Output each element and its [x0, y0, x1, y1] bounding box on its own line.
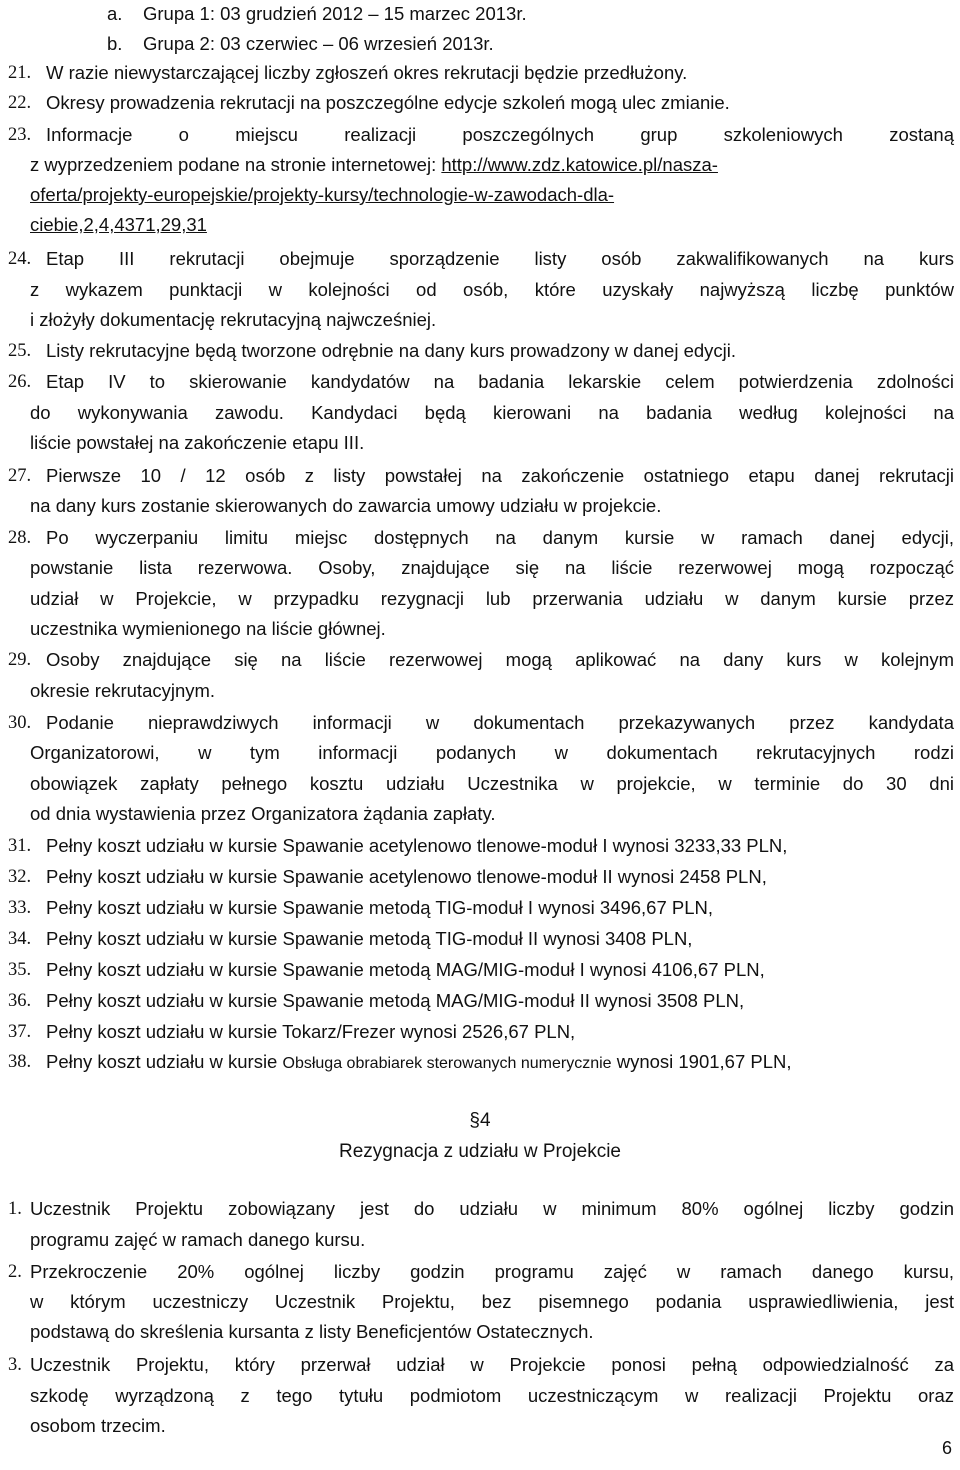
section-item-2-line-3: podstawą do skreślenia kursanta z listy Beneficjentów Ostatecznych. — [30, 1321, 594, 1342]
cost-item-37: Pełny koszt udziału w kursie Tokarz/Frezer wynosi 2526,67 PLN, — [46, 1021, 576, 1042]
item-26-line-1: Etap IV to skierowanie kandydatów na badania lekarskie celem potwierdzenia zdolności — [46, 371, 954, 392]
cost-item-34: Pełny koszt udziału w kursie Spawanie metodą TIG-moduł II wynosi 3408 PLN, — [46, 928, 693, 949]
item-number-29: 29. — [8, 650, 32, 670]
item-number-32: 32. — [8, 867, 32, 887]
section-item-1-line-2: programu zajęć w ramach danego kursu. — [30, 1229, 366, 1250]
item-number-24: 24. — [8, 249, 32, 269]
item-25-text: Listy rekrutacyjne będą tworzone odrębnie na dany kurs prowadzony w danej edycji. — [46, 340, 737, 361]
section-item-2-line-2: w którym uczestniczy Uczestnik Projektu, bez pisemnego podania usprawiedliwienia, jest — [30, 1291, 954, 1312]
item-number-21: 21. — [8, 63, 32, 83]
section-item-3-line-3: osobom trzecim. — [30, 1415, 166, 1436]
cost-item-35: Pełny koszt udziału w kursie Spawanie metodą MAG/MIG-moduł I wynosi 4106,67 PLN, — [46, 959, 765, 980]
item-30-line-3: obowiązek zapłaty pełnego kosztu udziału Uczestnika w projekcie, w terminie do 30 dni — [30, 773, 954, 794]
cost-item-38-course-name: Obsługa obrabiarek sterowanych numerycznie — [282, 1055, 612, 1072]
item-30-line-1: Podanie nieprawdziwych informacji w dokumentach przekazywanych przez kandydata — [46, 712, 954, 733]
cost-item-38 — [46, 1050, 792, 1076]
item-28-line-4: uczestnika wymienionego na liście głównej. — [30, 618, 386, 639]
item-number-28: 28. — [8, 528, 32, 548]
item-28-line-1: Po wyczerpaniu limitu miejsc dostępnych na danym kursie w ramach danej edycji, — [46, 527, 954, 548]
item-30-line-4: od dnia wystawienia przez Organizatora żądania zapłaty. — [30, 803, 496, 824]
section-mark: §4 — [469, 1110, 491, 1131]
item-29-line-2: okresie rekrutacyjnym. — [30, 680, 216, 701]
item-26-line-2: do wykonywania zawodu. Kandydaci będą kierowani na badania według kolejności na — [30, 402, 954, 423]
item-26-line-3: liście powstałej na zakończenie etapu III. — [30, 432, 365, 453]
cost-item-36: Pełny koszt udziału w kursie Spawanie metodą MAG/MIG-moduł II wynosi 3508 PLN, — [46, 990, 745, 1011]
item-number-22: 22. — [8, 93, 32, 113]
item-28-line-2: powstanie lista rezerwowa. Osoby, znajdujące się na liście rezerwowej mogą rozpocząć — [30, 557, 954, 578]
item-27-line-1: Pierwsze 10 / 12 osób z listy powstałej na zakończenie ostatniego etapu danej rekrutacji — [46, 465, 954, 486]
website-link-continued[interactable]: oferta/projekty-europejskie/projekty-kursy/technologie-w-zawodach-dla- — [30, 184, 615, 205]
item-27-line-2: na dany kurs zostanie skierowanych do zawarcia umowy udziału w projekcie. — [30, 495, 662, 516]
section-item-3-line-1: Uczestnik Projektu, który przerwał udział w Projekcie ponosi pełną odpowiedzialność za — [30, 1354, 954, 1375]
item-23-line-1: Informacje o miejscu realizacji poszczególnych grup szkoleniowych zostaną — [46, 124, 954, 145]
item-number-30: 30. — [8, 713, 32, 733]
item-29-line-1: Osoby znajdujące się na liście rezerwowej mogą aplikować na dany kurs w kolejnym — [46, 649, 954, 670]
cost-item-31: Pełny koszt udziału w kursie Spawanie acetylenowo tlenowe-moduł I wynosi 3233,33 PLN, — [46, 835, 788, 856]
list-marker-b: b. — [107, 33, 123, 54]
section-item-2-line-1: Przekroczenie 20% ogólnej liczby godzin programu zajęć w ramach danego kursu, — [30, 1261, 954, 1282]
item-24-line-1: Etap III rekrutacji obejmuje sporządzenie listy osób zakwalifikowanych na kurs — [46, 248, 954, 269]
section-item-number-3: 3. — [8, 1355, 22, 1375]
item-number-23: 23. — [8, 125, 32, 145]
cost-item-38-prefix: Pełny koszt udziału w kursie — [46, 1051, 283, 1072]
group-2-dates: Grupa 2: 03 czerwiec – 06 wrzesień 2013r. — [143, 33, 494, 54]
item-number-36: 36. — [8, 991, 32, 1011]
item-number-35: 35. — [8, 960, 32, 980]
item-24-line-3: i złożyły dokumentację rekrutacyjną najwcześniej. — [30, 309, 437, 330]
item-23-text: z wyprzedzeniem podane na stronie internetowej: — [30, 154, 442, 175]
section-item-number-1: 1. — [8, 1199, 22, 1219]
item-24-line-2: z wykazem punktacji w kolejności od osób, które uzyskały najwyższą liczbę punktów — [30, 279, 954, 300]
item-21-text: W razie niewystarczającej liczby zgłoszeń okres rekrutacji będzie przedłużony. — [46, 62, 688, 83]
section-item-3-line-2: szkodę wyrządzoną z tego tytułu podmiotom uczestniczącym w realizacji Projektu oraz — [30, 1385, 954, 1406]
website-link[interactable]: http://www.zdz.katowice.pl/nasza- — [441, 154, 718, 175]
item-number-33: 33. — [8, 898, 32, 918]
cost-item-38-suffix: wynosi 1901,67 PLN, — [611, 1051, 792, 1072]
item-23-line-2 — [30, 153, 718, 177]
group-1-dates: Grupa 1: 03 grudzień 2012 – 15 marzec 2013r. — [143, 3, 527, 24]
section-item-number-2: 2. — [8, 1262, 22, 1282]
list-marker-a: a. — [107, 3, 123, 24]
section-item-1-line-1: Uczestnik Projektu zobowiązany jest do udziału w minimum 80% ogólnej liczby godzin — [30, 1198, 954, 1219]
section-title: Rezygnacja z udziału w Projekcie — [339, 1141, 621, 1162]
item-number-34: 34. — [8, 929, 32, 949]
item-number-27: 27. — [8, 466, 32, 486]
item-number-25: 25. — [8, 341, 32, 361]
page-number: 6 — [941, 1438, 952, 1458]
cost-item-33: Pełny koszt udziału w kursie Spawanie metodą TIG-moduł I wynosi 3496,67 PLN, — [46, 897, 714, 918]
item-28-line-3: udział w Projekcie, w przypadku rezygnacji lub przerwania udziału w danym kursie przez — [30, 588, 954, 609]
item-number-38: 38. — [8, 1052, 32, 1072]
item-number-31: 31. — [8, 836, 32, 856]
item-number-26: 26. — [8, 372, 32, 392]
item-30-line-2: Organizatorowi, w tym informacji podanych w dokumentach rekrutacyjnych rodzi — [30, 742, 954, 763]
item-number-37: 37. — [8, 1022, 32, 1042]
item-22-text: Okresy prowadzenia rekrutacji na poszczególne edycje szkoleń mogą ulec zmianie. — [46, 92, 730, 113]
website-link-end[interactable]: ciebie,2,4,4371,29,31 — [30, 214, 207, 235]
cost-item-32: Pełny koszt udziału w kursie Spawanie acetylenowo tlenowe-moduł II wynosi 2458 PLN, — [46, 866, 767, 887]
